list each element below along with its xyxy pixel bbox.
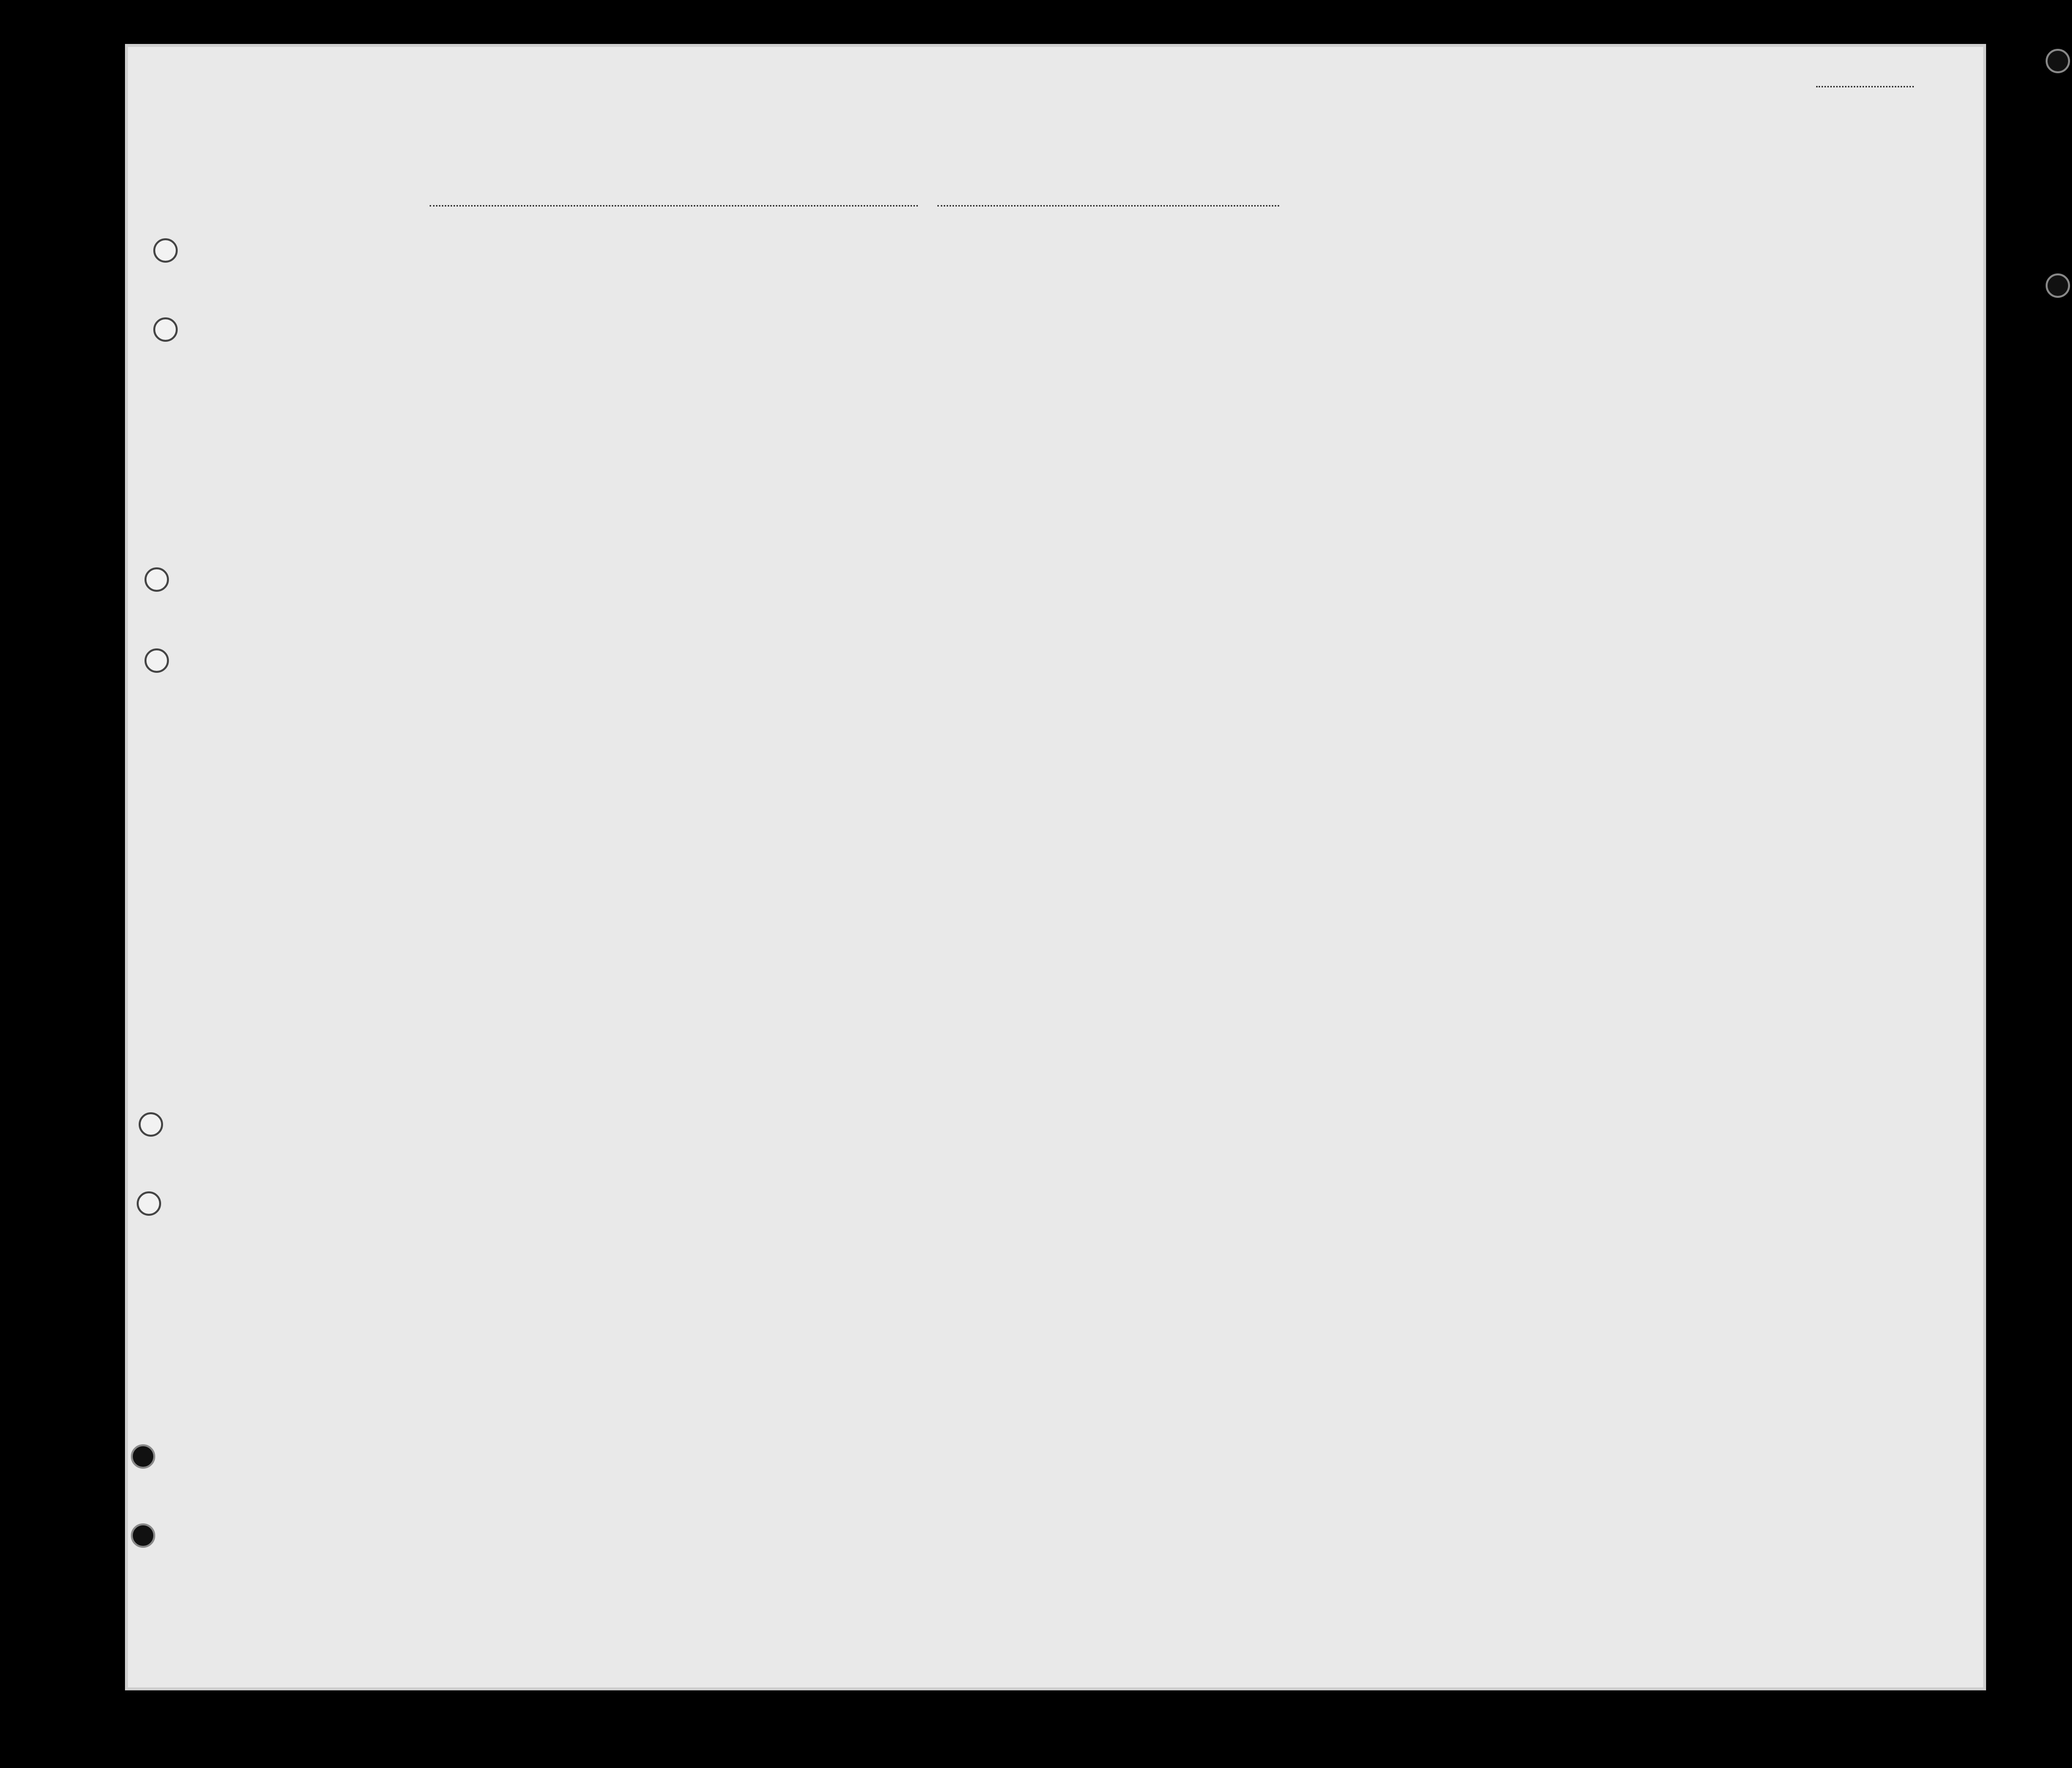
header-anarchist [1396,308,1416,427]
punch-hole [153,238,178,263]
port-of-arrival [430,205,918,207]
punch-hole [137,1191,161,1216]
arrival-date [937,205,1279,207]
header-feet [1669,395,1688,430]
header-purpose-citizen [1289,317,1323,427]
punch-hole [2046,273,2070,298]
punch-hole [145,648,169,673]
punch-hole [145,567,169,592]
punch-hole [2046,49,2070,73]
header-prison [1328,308,1362,427]
header-ticket [652,304,678,421]
header-q30 [1513,308,1553,427]
header-polygamist [1370,308,1389,427]
header-q28 [1418,308,1472,427]
manifest-sheet [128,47,1983,1687]
punch-hole [153,317,178,342]
punch-hole [139,1112,163,1137]
punch-hole [131,1444,155,1469]
header-inches [1693,391,1713,430]
header-purpose-length [1228,317,1282,427]
list-number [1816,86,1914,87]
header-q29 [1465,308,1513,427]
punch-hole [131,1523,155,1548]
header-money [771,304,796,421]
header-purpose-return [1184,317,1223,427]
